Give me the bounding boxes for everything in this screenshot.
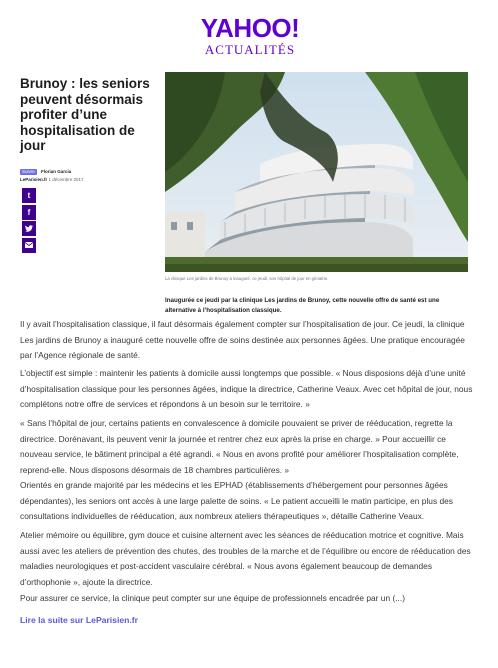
paragraph-4: Orientés en grande majorité par les médecins et les EPHAD (établissements d’hébergement pour personnes âgées dépendantes), les seniors ont accès à une large palette de soins. « Le patient accueilli le matin participe, en plus des consultations individuelles de rééducation, aux nombreux ateliers thérapeutiques », détaille Catherine Veaux. [20,480,453,521]
logo-sub: ACTUALITÉS [204,42,296,57]
clinic-building-image [165,72,468,272]
tumblr-icon[interactable]: t [22,188,36,203]
photo-caption: La clinique Les jardins de Brunoy a inauguré, ce jeudi, son hôpital de jour en gériatrie. [165,276,329,281]
source-name[interactable]: LeParisien.fr [20,177,48,182]
paragraph-1: Il y avait l’hospitalisation classique, il faut désormais également compter sur l’hospitalisation de jour. Ce jeudi, la clinique Les jardins de Brunoy a inauguré cette nouvelle offre de soins destinée aux personnes âgées. Une pratique encouragée par l’Agence régionale de santé. [20,319,465,360]
share-bar [22,188,36,254]
read-more-link[interactable]: Lire la suite sur LeParisien.fr [20,615,138,625]
byline-source [20,177,160,183]
paragraph-3: « Sans l’hôpital de jour, certains patients en convalescence à domicile pouvaient se priver de rééducation, regrette la directrice. Dorénavant, ils peuvent venir la journée et rentrer chez eux après la prise en charge. » Pour accueillir ce nouveau service, le bâtiment principal a été agrandi. « Nous en avons profité pour améliorer l’hospitalisation complète, reprend-elle. Nous disposons désormais de 18 chambres particulières. » [20,418,459,475]
follow-badge[interactable]: Suivre [22,169,35,174]
paragraph-5: Atelier mémoire ou équilibre, gym douce et cuisine alternent avec les séances de rééducation motrice et cognitive. Mais aussi avec les ateliers de prévention des chutes, des troubles de la marche et de l’équilibre ou encore de rééducation des maladies neurologiques et post-accident vasculaire cérébral. « Nous avons également beaucoup de demandes d’orthophonie », ajoute la directrice. [20,530,471,587]
byline [20,169,160,175]
paragraph-2: L’objectif est simple : maintenir les patients à domicile aussi longtemps que possible. « Nous disposions déjà d’une unité d’hospitalisation classique pour les personnes âgées, indique la directrice, Catherine Veaux. Avec cet hôpital de jour, nous complétons notre offre de services et répondons à un besoin sur le territoire. » [20,368,473,409]
twitter-icon[interactable] [22,221,36,236]
logo-main: YAHOO! [200,13,300,43]
paragraph-6: Pour assurer ce service, la clinique peut compter sur une équipe de professionnels encadrée par un (...) [20,593,405,603]
facebook-icon[interactable]: f [22,205,36,220]
article-lead: Inaugurée ce jeudi par la clinique Les jardins de Brunoy, cette nouvelle offre de santé est une alternative à l’hospitalisation classique. [165,297,440,314]
article-title: Brunoy : les seniors peuvent désormais profiter d’une hospitalisation de jour [20,76,150,153]
publish-date: 1 décembre 2017 [48,177,84,182]
email-icon[interactable] [22,238,36,253]
yahoo-logo[interactable] [180,14,320,57]
article-photo [165,72,468,272]
author-name[interactable]: Florian Garcia [41,169,72,174]
